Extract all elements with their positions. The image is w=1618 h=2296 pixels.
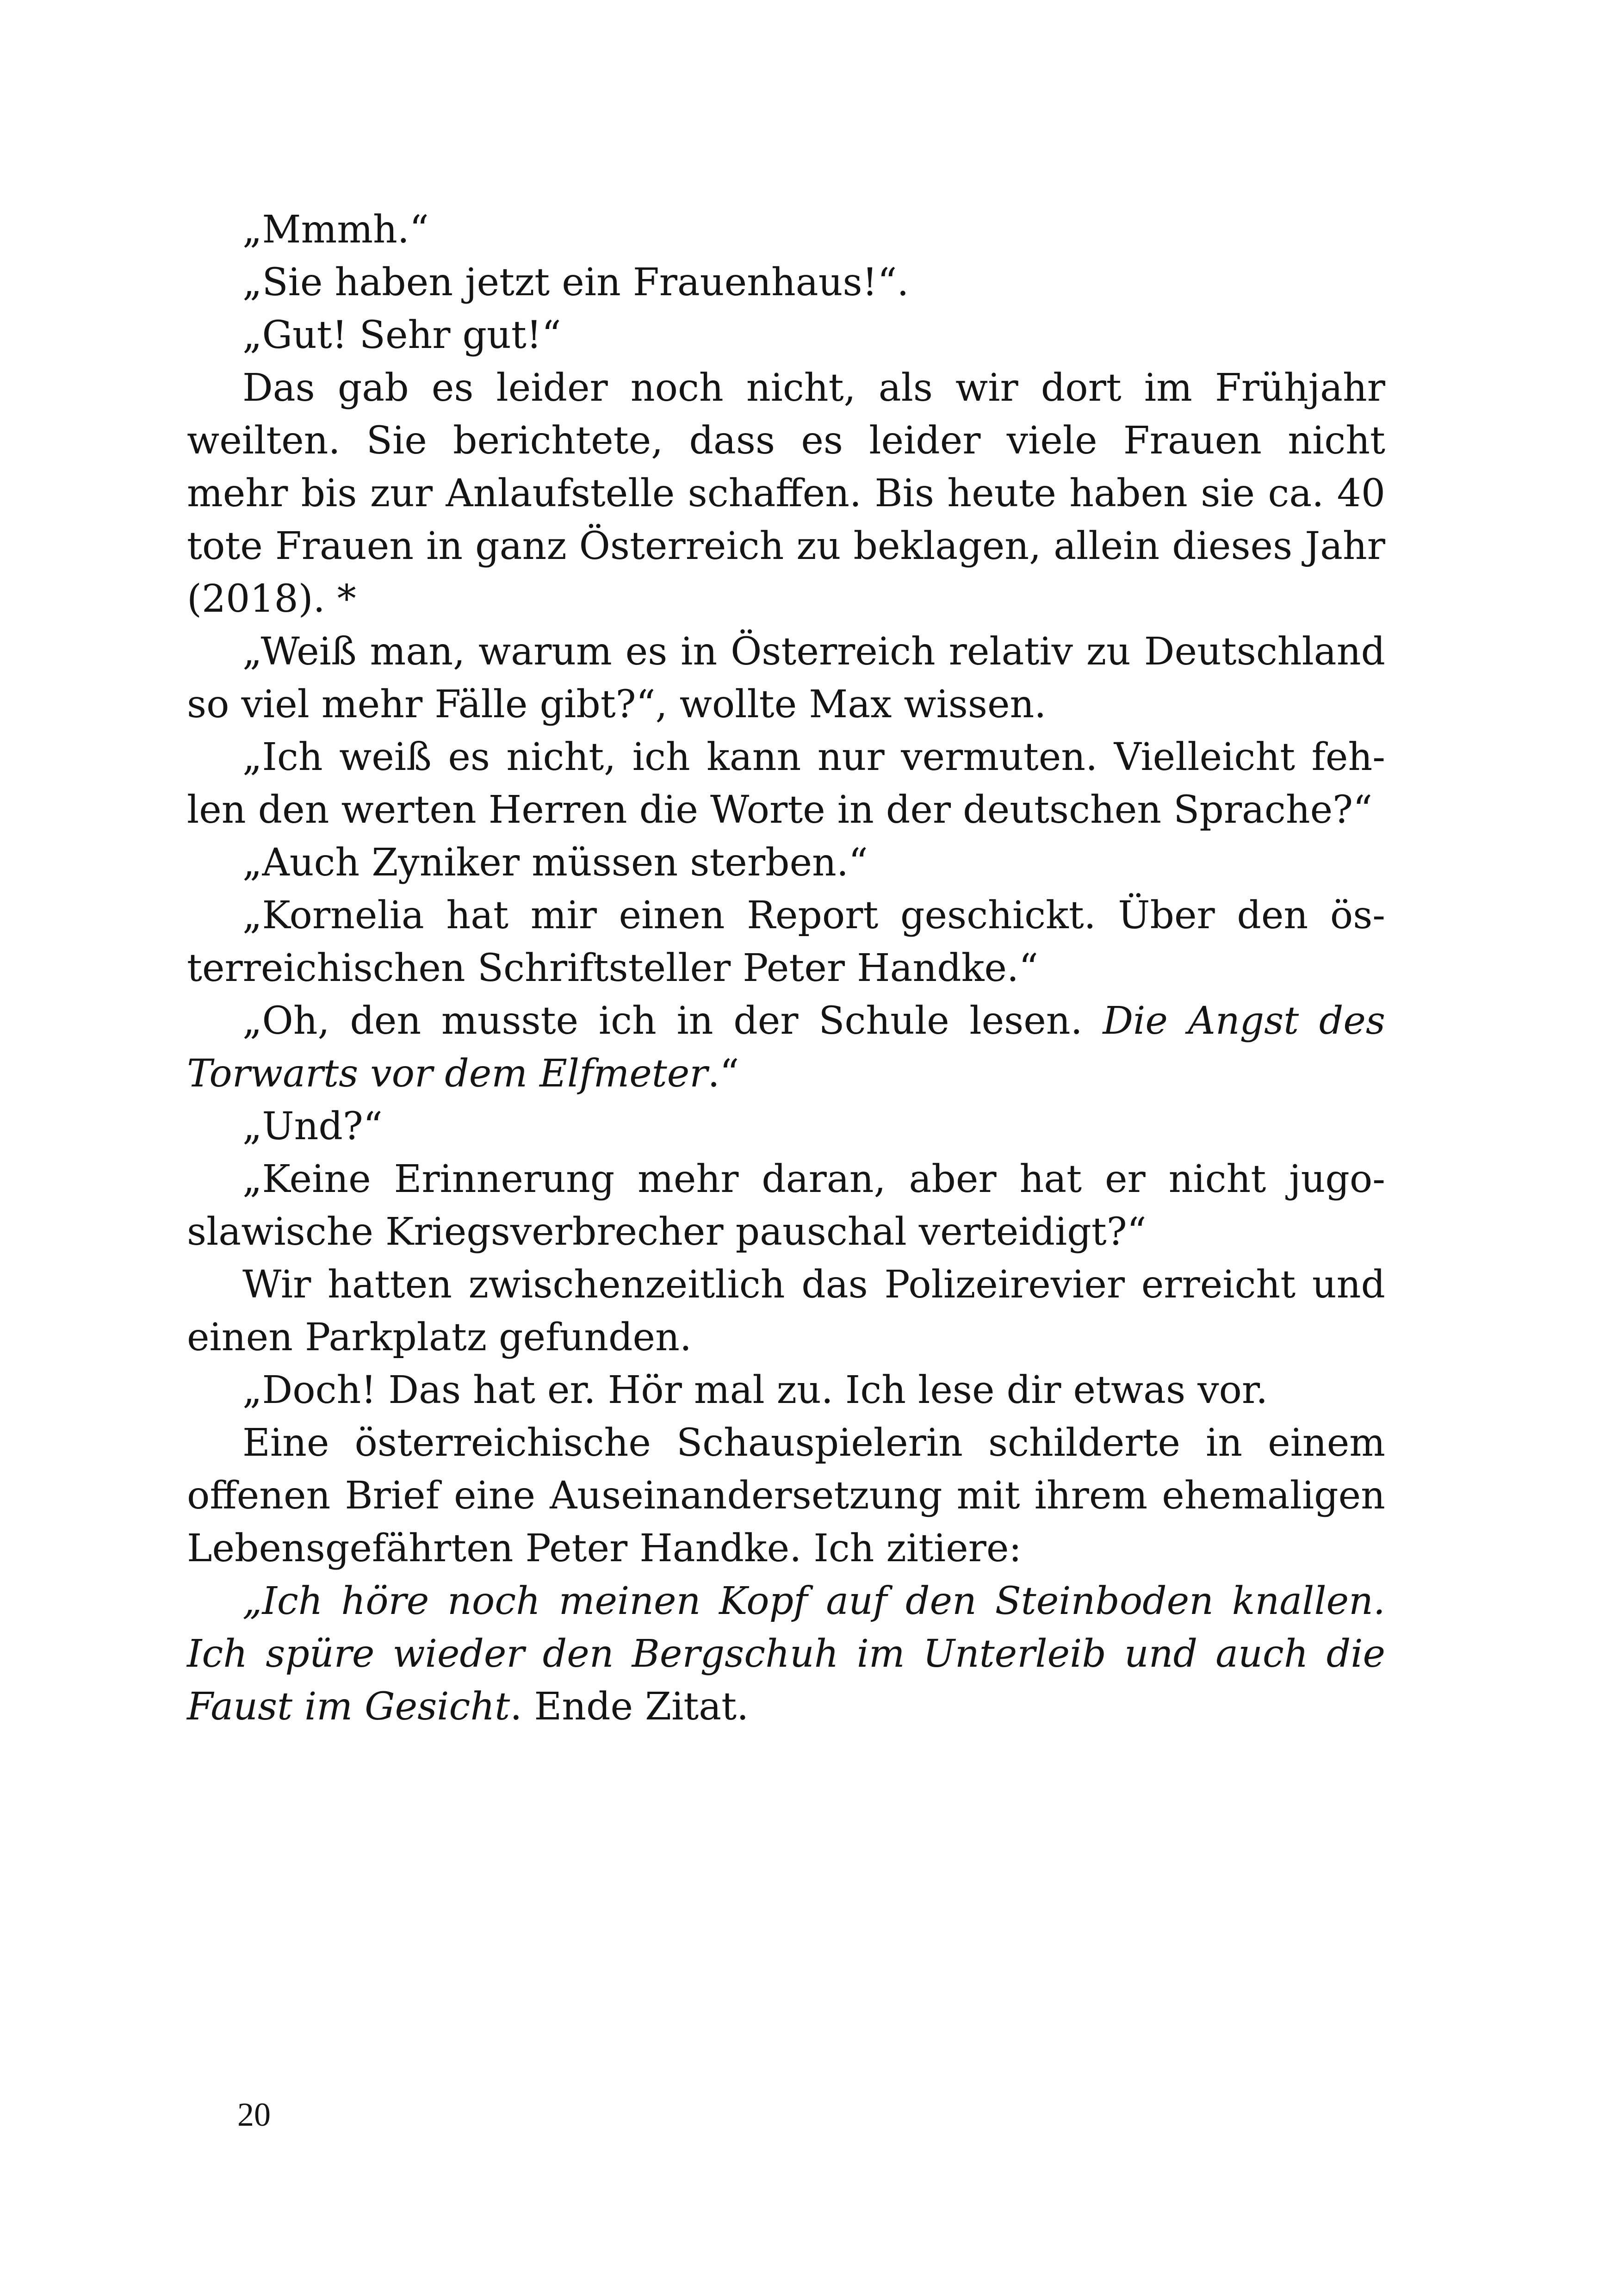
paragraph: „Auch Zyniker müssen sterben.“ (242, 841, 868, 885)
paragraph (187, 995, 1385, 1100)
paragraph: „Kornelia hat mir einen Report geschickt. Über den österreichischen Schriftsteller Peter Handke.“ (187, 894, 1385, 990)
paragraph: „Keine Erinnerung mehr daran, aber hat er nicht jugoslawische Kriegsverbrecher pauschal verteidigt?“ (187, 1157, 1385, 1254)
body-text (187, 204, 1385, 1733)
paragraph: „Und?“ (242, 1105, 383, 1148)
paragraph: Wir hatten zwischenzeitlich das Polizeirevier erreicht und einen Parkplatz gefunden. (187, 1263, 1385, 1359)
paragraph: „Ich weiß es nicht, ich kann nur vermuten. Vielleicht fehlen den werten Herren die Worte in der deutschen Sprache?“ (187, 735, 1385, 832)
paragraph (187, 1575, 1385, 1733)
quoted-text: „Ich höre noch meinen Kopf auf den Steinboden knallen. Ich spüre wieder den Bergschuh im Unterleib und auch die Faust im Gesicht (187, 1579, 1385, 1729)
paragraph: Eine österreichische Schauspielerin schilderte in einem offenen Brief eine Auseinandersetzung mit ihrem ehemaligen Lebensgefährten Peter Handke. Ich zitiere: (187, 1421, 1385, 1570)
paragraph-text: .“ (707, 1052, 739, 1096)
page-number: 20 (237, 2096, 271, 2133)
paragraph: „Sie haben jetzt ein Frauenhaus!“. (242, 261, 909, 304)
paragraph-text: „Oh, den musste ich in der Schule lesen. (242, 999, 1103, 1043)
book-title: Die Angst des Torwarts vor dem Elfmeter (187, 999, 1385, 1096)
paragraph: „Doch! Das hat er. Hör mal zu. Ich lese dir etwas vor. (242, 1368, 1268, 1412)
paragraph-text: . Ende Zitat. (510, 1685, 749, 1729)
paragraph: Das gab es leider noch nicht, als wir dort im Frühjahr weilten. Sie berichtete, dass es leider viele Frauen nicht mehr bis zur Anlaufstelle schaffen. Bis heute haben sie ca. 40 tote Frauen in ganz Österreich zu beklagen, allein dieses Jahr (2018). * (187, 366, 1385, 621)
paragraph: „Mmmh.“ (242, 208, 429, 252)
paragraph: „Weiß man, warum es in Österreich relativ zu Deutschland so viel mehr Fälle gibt?“, wollte Max wissen. (187, 630, 1385, 726)
paragraph: „Gut! Sehr gut!“ (242, 313, 561, 357)
